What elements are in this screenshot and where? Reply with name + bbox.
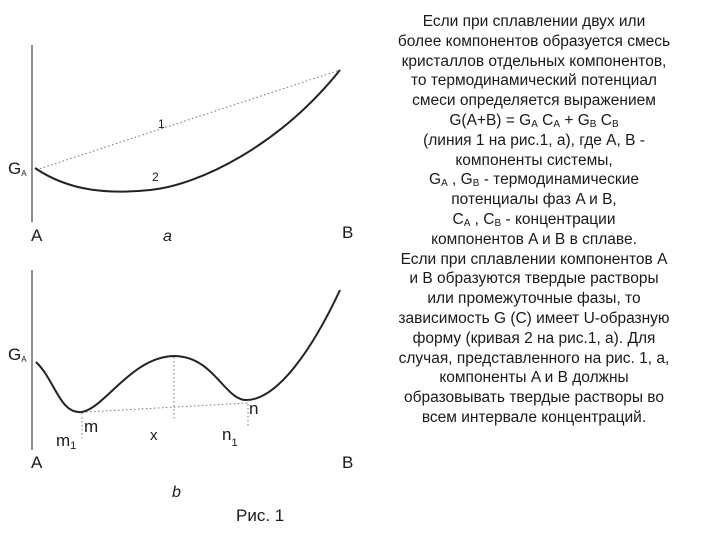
panel-a-label: a bbox=[163, 228, 172, 245]
text-line: то термодинамический потенциал bbox=[411, 72, 657, 90]
top-ga-label: GA bbox=[8, 159, 27, 178]
text-line: кристаллов отдельных компонентов, bbox=[401, 52, 667, 70]
n1-label: $n_1$ bbox=[222, 425, 238, 449]
text-line: потенциалы фаз A и B, bbox=[451, 191, 617, 209]
text-line: компоненты A и B должны bbox=[439, 369, 629, 387]
text-line: компоненты системы, bbox=[455, 151, 613, 169]
concentrations-line: $C_A$ , $C_B$ - концентрации bbox=[452, 210, 616, 229]
text-line: Если при сплавлении двух или bbox=[422, 13, 646, 30]
text-line: случая, представленного на рис. 1, а, bbox=[398, 349, 670, 367]
bottom-ga-label: GA bbox=[8, 345, 27, 364]
text-line: смеси определяется выражением bbox=[412, 92, 656, 110]
bottom-a-axis-label: A bbox=[31, 453, 43, 472]
curve-1-label: 1 bbox=[158, 117, 165, 131]
x-label: x bbox=[150, 427, 158, 444]
bottom-b-axis-label: B bbox=[342, 453, 354, 472]
n-label: n bbox=[249, 399, 259, 418]
figure-caption: Рис. 1 bbox=[236, 506, 285, 525]
panel-b-label: b bbox=[172, 484, 181, 501]
text-line: образовывать твердые растворы во bbox=[404, 389, 664, 407]
text-line: компонентов A и B в сплаве. bbox=[431, 230, 637, 248]
formula-line: $G(A+B) = G_A$ $C_A + G_B$ $C_B$ bbox=[449, 111, 619, 130]
g-curve-two-minima bbox=[36, 290, 340, 412]
curve-2-u-shape bbox=[35, 70, 340, 192]
text-line: или промежуточные фазы, то bbox=[427, 290, 641, 308]
text-line: более компонентов образуется смесь bbox=[397, 32, 671, 50]
curve-2-label: 2 bbox=[152, 170, 159, 184]
common-tangent-dotted bbox=[86, 403, 248, 412]
curve-1-dotted-line bbox=[36, 70, 340, 170]
text-line: форму (кривая 2 на рис.1, а). Для bbox=[412, 329, 656, 347]
m1-label: m1 bbox=[56, 431, 77, 452]
description-text-block bbox=[352, 12, 716, 428]
text-line: (линия 1 на рис.1, а), где A, B - bbox=[423, 131, 645, 149]
top-a-axis-label: A bbox=[31, 226, 43, 245]
top-b-axis-label: B bbox=[342, 223, 354, 242]
text-line: Если при сплавлении компонентов A bbox=[400, 250, 668, 268]
potentials-line: $G_A$ , $G_B$ - термодинамические bbox=[429, 171, 639, 190]
text-line: и B образуются твердые растворы bbox=[409, 270, 659, 288]
text-line: зависимость G (C) имеет U-образную bbox=[398, 309, 670, 327]
text-line: всем интервале концентраций. bbox=[421, 408, 647, 426]
m-label: m bbox=[84, 417, 99, 436]
